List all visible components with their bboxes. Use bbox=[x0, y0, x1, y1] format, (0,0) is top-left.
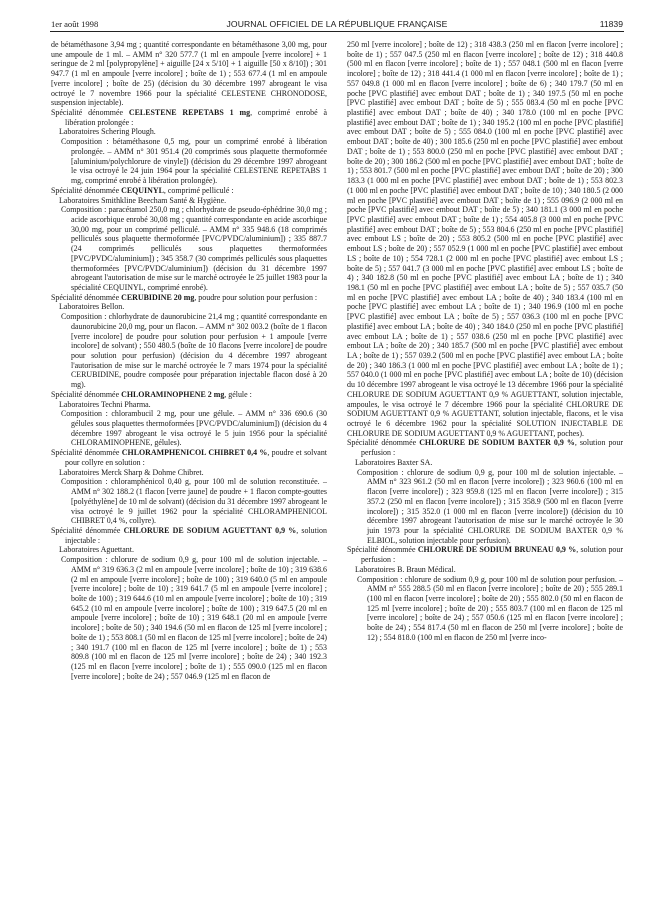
specialty-name: CHLORURE DE SODIUM AGUETTANT 0,9 % bbox=[123, 525, 297, 535]
composition: Composition : chlorure de sodium 0,9 g, pour 100 ml de solution injectable. – AMM n° 323 961.2 (50 ml en flacon [verre incolore]) ; 323 960.6 (100 ml en flacon [verre incolore]) ; 323 959.8 (125 ml en flacon [verre incolore]) ; 315 357.2 (250 ml en flacon [verre incolore]) ; 315 358.9 (500 ml en flacon [verre incolore]) ; 315 352.0 (1 000 ml en flacon [verre incolore]) (décision du 10 décembre 1997 abrogeant l'autorisation de mise sur le marché octroyée le 30 juin 1973 pour la spécialité CHLORURE DE SODIUM BAXTER 0,9 % ELBIOL, solution injectable pour perfusion). bbox=[357, 467, 623, 545]
specialty-prefix: Spécialité dénommée bbox=[347, 545, 418, 555]
specialty-prefix: Spécialité dénommée bbox=[51, 108, 129, 118]
specialty-heading bbox=[51, 448, 327, 467]
composition: Composition : chlorambucil 2 mg, pour une gélule. – AMM n° 336 690.6 (30 gélules sous plaquettes thermoformées [PVC/PVDC/aluminium]) (décision du 4 décembre 1997 abrogeant le visa octroyé le 5 juin 1956 pour la spécialité CHLORAMINOPHENE, gélules). bbox=[61, 409, 327, 448]
composition: Composition : chlorhydrate de daunorubicine 21,4 mg ; quantité correspondante en daunorubicine 20,0 mg, pour un flacon. – AMM n° 302 003.2 (boîte de 1 flacon [verre incolore] de poudre pour solution pour perfusion + 1 ampoule [verre incolore] de solvant) ; 550 480.5 (boîte de 10 flacons [verre incolore] de poudre pour solution pour perfusion) (décision du 4 décembre 1997 abrogeant l'autorisation de mise sur le marché octroyée le 7 mars 1974 pour la spécialité CERUBIDINE, poudre composée pour préparation injectable flacon dosé à 20 mg). bbox=[61, 312, 327, 390]
composition: Composition : chlorure de sodium 0,9 g, pour 100 ml de solution injectable. – AMM n° 319 636.3 (2 ml en ampoule [verre incolore] ; boîte de 10) ; 319 638.6 (2 ml en ampoule [verre incolore] ; boîte de 100) ; 319 640.0 (5 ml en ampoule [verre incolore] ; boîte de 10) ; 319 641.7 (5 ml en ampoule [verre incolore] ; boîte de 100) ; 319 644.6 (10 ml en ampoule [verre incolore] ; boîte de 10) ; 319 645.2 (10 ml en ampoule [verre incolore] ; boîte de 100) ; 319 647.5 (20 ml en ampoule [verre incolore] ; boîte de 10) ; 319 648.1 (20 ml en ampoule [verre incolore] ; boîte de 50) ; 340 194.6 (50 ml en flacon de 125 ml [verre incolore] ; boîte de 1) ; 553 808.1 (50 ml en flacon de 125 ml [verre incolore] ; boîte de 24) ; 340 191.7 (100 ml en flacon de 125 ml [verre incolore] ; boîte de 1) ; 553 809.8 (100 ml en flacon de 125 ml [verre incolore] ; boîte de 24) ; 340 192.3 (125 ml en flacon [verre incolore] ; boîte de 1) ; 555 090.0 (125 ml en flacon [verre incolore] ; boîte de 24) ; 557 046.9 (125 ml en flacon de bbox=[61, 555, 327, 681]
specialty-prefix: Spécialité dénommée bbox=[51, 185, 122, 195]
specialty-prefix: Spécialité dénommée bbox=[51, 292, 122, 302]
specialty-name: CERUBIDINE 20 mg bbox=[121, 292, 195, 302]
continued-text: 250 ml [verre incolore] ; boîte de 12) ; 318 438.3 (250 ml en flacon [verre incolore] ; boîte de 1) ; 557 047.5 (250 ml en flacon [verre incolore] ; boîte de 12) ; 318 440.8 (500 ml en flacon [verre incolore] ; boîte de 1) ; 557 048.1 (500 ml en flacon [verre incolore] ; boîte de 12) ; 318 441.4 (1 000 ml en flacon [verre incolore] ; boîte de 1) ; 557 049.8 (1 000 ml en flacon [verre incolore] ; boîte de 6) ; 340 179.7 (50 ml en poche [PVC plastifié] avec embout DAT ; boîte de 1) ; 340 197.5 (50 ml en poche [PVC plastifié] avec embout DAT ; boîte de 5) ; 555 083.4 (50 ml en poche [PVC plastifié] avec embout DAT ; boîte de 40) ; 340 178.0 (100 ml en poche [PVC plastifié] avec embout DAT ; boîte de 1) ; 340 195.2 (100 ml en poche [PVC plastifié] avec embout DAT ; boîte de 5) ; 555 084.0 (100 ml en poche [PVC plastifié] avec embout DAT ; boîte de 40) ; 300 185.6 (250 ml en poche [PVC plastifié] avec embout DAT ; boîte de 1) ; 553 800.0 (250 ml en poche [PVC plastifié] avec embout DAT ; boîte de 20) ; 300 186.2 (500 ml en poche [PVC plastifié] avec embout DAT ; boîte de 1) ; 553 801.7 (500 ml en poche [PVC plastifié] avec embout DAT ; boîte de 20) ; 300 183.3 (1 000 ml en poche [PVC plastifié] avec embout DAT ; boîte de 1) ; 553 802.3 (1 000 ml en poche [PVC plastifié] avec embout DAT ; boîte de 10) ; 340 180.5 (2 000 ml en poche [PVC plastifié] avec embout DAT ; boîte de 1) ; 555 096.9 (2 000 ml en poche [PVC plastifié] avec embout DAT ; boîte de 5) ; 340 181.1 (3 000 ml en poche [PVC plastifié] avec embout DAT ; boîte de 1) ; 554 405.8 (3 000 ml en poche [PVC plastifié] avec embout DAT ; boîte de 5) ; 553 804.6 (250 ml en poche [PVC plastifié] avec embout LS ; boîte de 20) ; 553 805.2 (500 ml en poche [PVC plastifié] avec embout LS ; boîte de 20) ; 557 052.9 (1 000 ml en poche [PVC plastifié] avec embout LS ; boîte de 10) ; 554 728.1 (2 000 ml en poche [PVC plastifié] avec embout LS ; boîte de 5) ; 557 041.7 (3 000 ml en poche [PVC plastifié] avec embout LS ; boîte de 4) ; 340 182.8 (50 ml en poche [PVC plastifié] avec embout LA ; boîte de 1) ; 340 198.1 (50 ml en poche [PVC plastifié] avec embout LA ; boîte de 5) ; 557 035.7 (50 ml en poche [PVC plastifié] avec embout LA ; boîte de 40) ; 340 183.4 (100 ml en poche [PVC plastifié] avec embout LA ; boîte de 1) ; 340 196.9 (100 ml en poche [PVC plastifié] avec embout LA ; boîte de 5) ; 557 036.3 (100 ml en poche [PVC plastifié] avec embout LA ; boîte de 40) ; 340 184.0 (250 ml en poche [PVC plastifié] avec embout LA ; boîte de 1) ; 557 038.6 (250 ml en poche [PVC plastifié] avec embout LA ; boîte de 20) ; 340 185.7 (500 ml en poche [PVC plastifié] avec embout LA ; boîte de 1) ; 557 039.2 (500 ml en poche [PVC plastifié] avec embout LA ; boîte de 20) ; 340 186.3 (1 000 ml en poche [PVC plastifié] avec embout LA ; boîte de 1) ; 557 040.0 (1 000 ml en poche [PVC plastifié] avec embout LA ; boîte de 10) (décision du 10 décembre 1997 abrogeant le visa octroyé le 13 décembre 1966 pour la spécialité CHLORURE DE SODIUM AGUETTANT 0,9 % AGUETTANT, solution injectable, ampoules, le visa octroyé le 7 décembre 1966 pour la spécialité CHLORURE DE SODIUM AGUETTANT 0,9 % AGUETTANT, solution injectable, flacons, et le visa octroyé le 6 décembre 1962 pour la spécialité SOLUTION INJECTABLE DE CHLORURE DE SODIUM AGUETTANT 0,9 % AGUETTANT, poches). bbox=[347, 40, 623, 438]
specialty-name: CHLORAMINOPHENE 2 mg bbox=[121, 389, 225, 399]
specialty-prefix: Spécialité dénommée bbox=[51, 525, 124, 535]
specialty-form: , solution injectable : bbox=[65, 525, 327, 545]
laboratory: Laboratoires Aguettant. bbox=[59, 545, 134, 555]
laboratory: Laboratoires Smithkline Beecham Santé & Hygiène. bbox=[59, 195, 227, 205]
laboratory: Laboratoires Merck Sharp & Dohme Chibret. bbox=[59, 467, 204, 477]
specialty-form: , solution pour perfusion : bbox=[361, 438, 623, 458]
specialty-form: , comprimé enrobé à libération prolongée : bbox=[65, 108, 327, 127]
specialty-heading bbox=[51, 390, 327, 400]
specialty-prefix: Spécialité dénommée bbox=[347, 438, 420, 448]
continued-text: de bétaméthasone 3,94 mg ; quantité correspondante en bétaméthasone 3,00 mg, pour une ampoule de 1 ml. – AMM n° 320 577.7 (1 ml en ampoule [verre incolore] + 1 seringue de 2 ml [polypropylène] + aiguille [24 x 5/10] + 1 aiguille [50 x 8/10]) ; 301 947.7 (1 ml en ampoule [verre incolore] ; boîte de 1) ; 553 677.4 (1 ml en ampoule [verre incolore] ; boîte de 25) (décision du 30 décembre 1997 abrogeant le visa octroyé le 7 novembre 1966 pour la spécialité CELESTENE CHRONODOSE, suspension injectable). bbox=[51, 40, 327, 108]
page-number: 11839 bbox=[599, 19, 623, 29]
specialty-name: CELESTENE REPETABS 1 mg bbox=[128, 108, 251, 118]
laboratory: Laboratoires Bellon. bbox=[59, 302, 125, 312]
composition: Composition : bétaméthasone 0,5 mg, pour un comprimé enrobé à libération prolongée. – AMM n° 301 951.4 (20 comprimés sous plaquette thermoformée [aluminium/polychlorure de vinyle]) (décision du 29 décembre 1997 abrogeant le visa octroyé le 24 juin 1964 pour la spécialité CELESTENE REPETABS 1 mg, comprimé enrobé à libération prolongée). bbox=[61, 137, 327, 186]
specialty-form: , poudre pour solution pour perfusion : bbox=[194, 292, 318, 302]
specialty-name: CHLORURE DE SODIUM BAXTER 0,9 % bbox=[419, 438, 575, 448]
page-header bbox=[51, 19, 623, 35]
specialty-prefix: Spécialité dénommée bbox=[51, 448, 122, 458]
right-column bbox=[347, 40, 623, 896]
specialty-heading bbox=[51, 186, 327, 196]
specialty-heading bbox=[51, 293, 327, 303]
left-column bbox=[51, 40, 327, 896]
specialty-form: , comprimé pelliculé : bbox=[163, 185, 234, 195]
specialty-heading bbox=[51, 526, 327, 545]
specialty-form: , poudre et solvant pour collyre en solution : bbox=[65, 448, 327, 467]
specialty-heading bbox=[51, 108, 327, 127]
laboratory: Laboratoires B. Braun Médical. bbox=[355, 564, 456, 574]
journal-title: JOURNAL OFFICIEL DE LA RÉPUBLIQUE FRANÇAISE bbox=[226, 19, 448, 29]
issue-date: 1er août 1998 bbox=[51, 19, 99, 29]
header-rule bbox=[50, 31, 624, 32]
laboratory: Laboratoires Baxter SA. bbox=[355, 457, 433, 467]
laboratory: Laboratoires Schering Plough. bbox=[59, 127, 156, 137]
specialty-name: CHLORAMPHENICOL CHIBRET 0,4 % bbox=[121, 448, 268, 458]
specialty-name: CHLORURE DE SODIUM BRUNEAU 0,9 % bbox=[417, 545, 577, 555]
specialty-prefix: Spécialité dénommée bbox=[51, 389, 122, 399]
composition: Composition : chloramphénicol 0,40 g, pour 100 ml de solution reconstituée. – AMM n° 302 188.2 (1 flacon [verre jaune] de poudre + 1 flacon compte-gouttes [polyéthylène] de 10 ml de solvant) (décision du 31 décembre 1997 abrogeant le visa octroyé le 9 juillet 1962 pour la spécialité CHLORAMPHENICOL CHIBRET 0,4 %, collyre). bbox=[61, 477, 327, 526]
specialty-heading bbox=[347, 545, 623, 564]
specialty-name: CEQUINYL bbox=[121, 185, 164, 195]
composition: Composition : paracétamol 250,0 mg ; chlorhydrate de pseudo-éphédrine 30,0 mg ; acide ascorbique enrobé 30,08 mg ; quantité correspondante en acide ascorbique 30,00 mg, pour un comprimé pelliculé. – AMM n° 335 948.6 (18 comprimés pelliculés sous plaquette thermoformée [PVC/PVDC/aluminium]) ; 335 887.7 (24 comprimés pelliculés sous plaquettes thermoformées [PVC/PVDC/aluminium]) ; 345 358.7 (30 comprimés pelliculés sous plaquettes thermoformées [PVC/PVDC/aluminium]) (décision du 31 décembre 1997 abrogeant l'autorisation de mise sur le marché octroyée le 25 juillet 1983 pour la spécialité CEQUINYL, comprimé enrobé). bbox=[61, 205, 327, 292]
laboratory: Laboratoires Techni Pharma. bbox=[59, 399, 151, 409]
composition: Composition : chlorure de sodium 0,9 g, pour 100 ml de solution pour perfusion. – AMM n° 555 288.5 (50 ml en flacon [verre incolore] ; boîte de 20) ; 555 289.1 (100 ml en flacon [verre incolore] ; boîte de 20) ; 555 802.0 (50 ml en flacon de 125 ml [verre incolore] ; boîte de 20) ; 555 803.7 (100 ml en flacon de 125 ml [verre incolore] ; boîte de 24) ; 557 050.6 (125 ml en flacon [verre incolore] ; boîte de 24) ; 554 817.4 (50 ml en flacon de 250 ml [verre incolore] ; boîte de 12) ; 554 818.0 (100 ml en flacon de 250 ml [verre inco- bbox=[357, 574, 623, 642]
specialty-heading bbox=[347, 438, 623, 457]
specialty-form: , gélule : bbox=[224, 389, 252, 399]
specialty-form: , solution pour perfusion : bbox=[361, 545, 623, 565]
